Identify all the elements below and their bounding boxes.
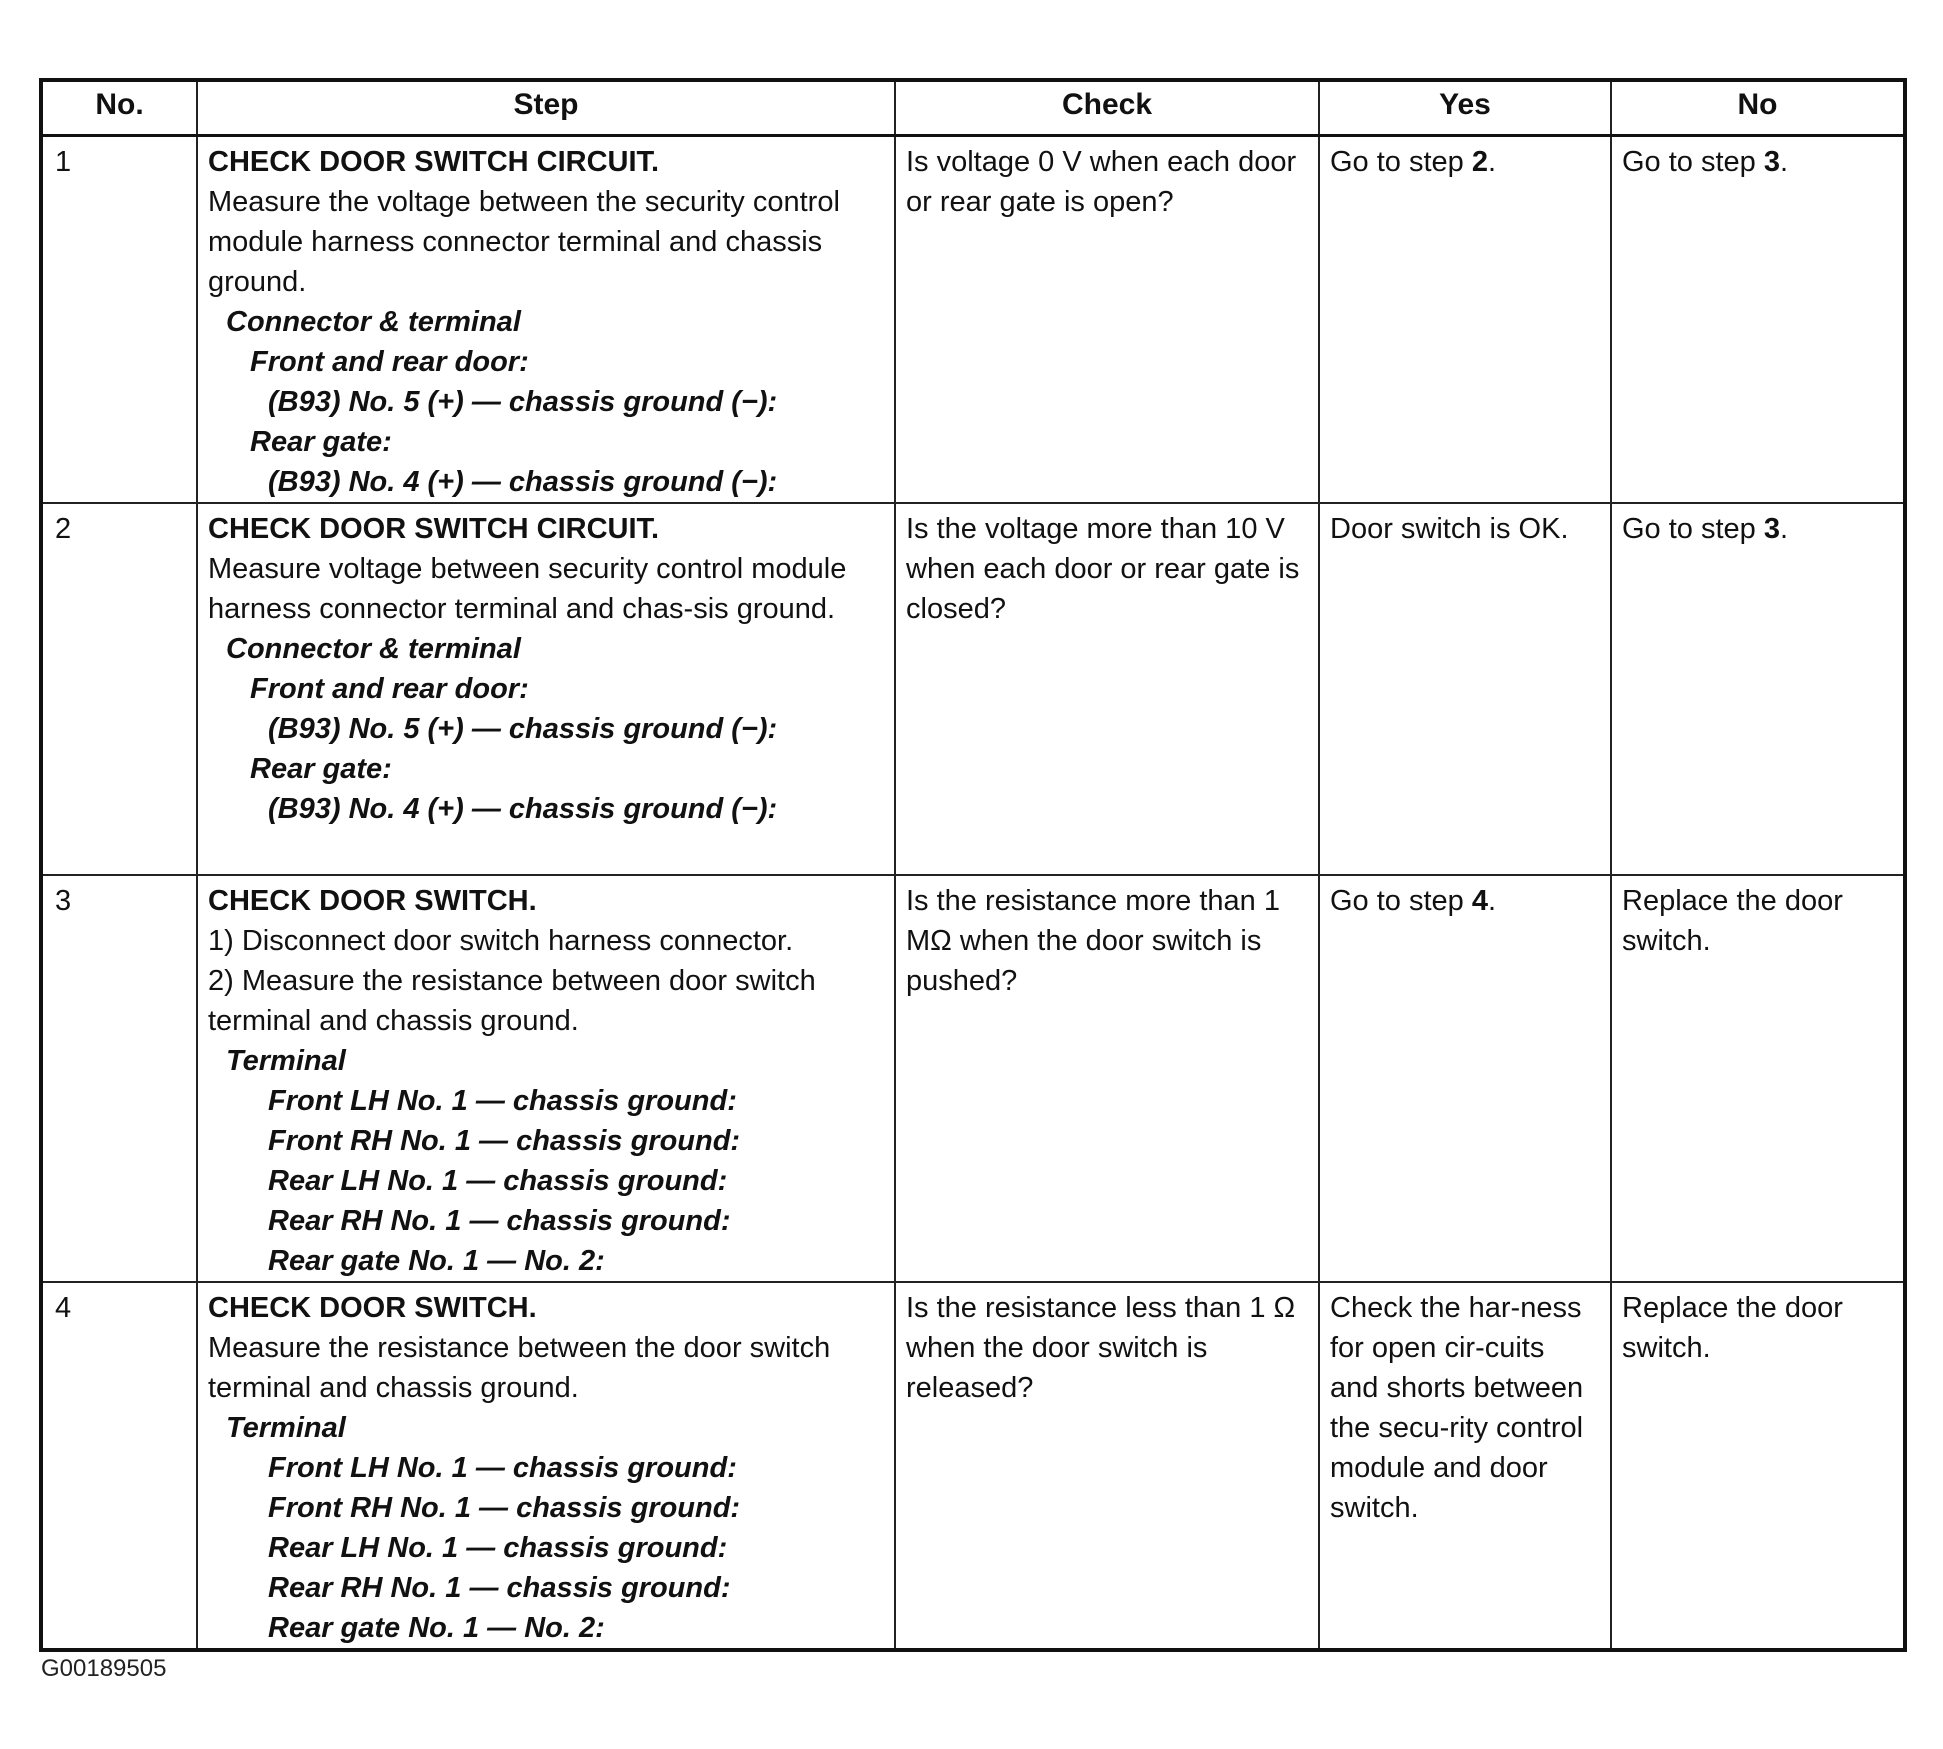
spec-terminal: Rear RH No. 1 — chassis ground:: [268, 1572, 731, 1604]
check-cell: Is the voltage more than 10 V when each door or rear gate is closed?: [895, 503, 1319, 875]
yes-suffix: .: [1488, 885, 1497, 917]
header-no: No.: [41, 80, 197, 136]
yes-cell: [1319, 136, 1611, 504]
figure-id: G00189505: [41, 1655, 167, 1682]
spec-terminal: Rear gate No. 1 — No. 2:: [268, 1612, 605, 1644]
yes-cell: [1319, 875, 1611, 1282]
header-step: Step: [197, 80, 895, 136]
step-title: CHECK DOOR SWITCH CIRCUIT.: [208, 513, 660, 545]
spec-terminal: Front RH No. 1 — chassis ground:: [268, 1492, 741, 1524]
step-cell: [197, 503, 895, 875]
step-title: CHECK DOOR SWITCH CIRCUIT.: [208, 146, 660, 178]
no-step-ref: 3: [1763, 146, 1780, 178]
no-text: Go to step: [1622, 146, 1764, 178]
header-yes: Yes: [1319, 80, 1611, 136]
no-cell: Replace the door switch.: [1611, 1282, 1905, 1650]
spec-terminal: (B93) No. 4 (+) — chassis ground (−):: [268, 466, 778, 498]
table-row: [41, 503, 1905, 875]
spec-terminal: (B93) No. 5 (+) — chassis ground (−):: [268, 386, 778, 418]
spec-terminal: Rear gate No. 1 — No. 2:: [268, 1245, 605, 1277]
step-substep: 2) Measure the resistance between door switch terminal and chassis ground.: [208, 965, 816, 1037]
spec-terminal: Front RH No. 1 — chassis ground:: [268, 1125, 741, 1157]
spec-terminal: Front LH No. 1 — chassis ground:: [268, 1452, 737, 1484]
no-cell: Replace the door switch.: [1611, 875, 1905, 1282]
table-row: [41, 1282, 1905, 1650]
yes-cell: Check the har-ness for open cir-cuits and shorts between the secu-rity control module and door switch.: [1319, 1282, 1611, 1650]
check-cell: Is the resistance less than 1 Ω when the door switch is released?: [895, 1282, 1319, 1650]
step-substep: 1) Disconnect door switch harness connector.: [208, 925, 794, 957]
yes-cell: Door switch is OK.: [1319, 503, 1611, 875]
step-number: 3: [41, 875, 197, 1282]
step-number: 2: [41, 503, 197, 875]
spec-heading: Connector & terminal: [226, 306, 521, 338]
step-number: 4: [41, 1282, 197, 1650]
spec-heading: Connector & terminal: [226, 633, 521, 665]
header-check: Check: [895, 80, 1319, 136]
no-cell: [1611, 136, 1905, 504]
no-step-ref: 3: [1763, 513, 1780, 545]
spec-terminal: Rear LH No. 1 — chassis ground:: [268, 1532, 728, 1564]
yes-step-ref: 2: [1471, 146, 1488, 178]
diagnostic-table: [39, 78, 1907, 1652]
check-cell: Is voltage 0 V when each door or rear gate is open?: [895, 136, 1319, 504]
spec-group: Rear gate:: [250, 426, 392, 458]
step-body: Measure the resistance between the door switch terminal and chassis ground.: [208, 1332, 831, 1404]
step-body: Measure the voltage between the security control module harness connector terminal and chassis ground.: [208, 186, 840, 298]
step-cell: [197, 875, 895, 1282]
no-suffix: .: [1780, 146, 1789, 178]
step-title: CHECK DOOR SWITCH.: [208, 885, 537, 917]
table-row: [41, 875, 1905, 1282]
spec-terminal: (B93) No. 4 (+) — chassis ground (−):: [268, 793, 778, 825]
spec-terminal: Rear RH No. 1 — chassis ground:: [268, 1205, 731, 1237]
header-no-result: No: [1611, 80, 1905, 136]
yes-suffix: .: [1488, 146, 1497, 178]
no-cell: [1611, 503, 1905, 875]
step-cell: [197, 136, 895, 504]
spec-terminal: (B93) No. 5 (+) — chassis ground (−):: [268, 713, 778, 745]
header-row: [41, 80, 1905, 136]
spec-group: Front and rear door:: [250, 673, 529, 705]
yes-text: Go to step: [1330, 146, 1472, 178]
spec-group: Front and rear door:: [250, 346, 529, 378]
table-row: [41, 136, 1905, 504]
check-cell: Is the resistance more than 1 MΩ when the door switch is pushed?: [895, 875, 1319, 1282]
spec-terminal: Rear LH No. 1 — chassis ground:: [268, 1165, 728, 1197]
spec-heading: Terminal: [226, 1412, 346, 1444]
spec-terminal: Front LH No. 1 — chassis ground:: [268, 1085, 737, 1117]
no-text: Go to step: [1622, 513, 1764, 545]
step-number: 1: [41, 136, 197, 504]
no-suffix: .: [1780, 513, 1789, 545]
step-cell: [197, 1282, 895, 1650]
spec-group: Rear gate:: [250, 753, 392, 785]
yes-text: Go to step: [1330, 885, 1472, 917]
step-title: CHECK DOOR SWITCH.: [208, 1292, 537, 1324]
yes-step-ref: 4: [1471, 885, 1488, 917]
spec-heading: Terminal: [226, 1045, 346, 1077]
step-body: Measure voltage between security control module harness connector terminal and chas-sis ground.: [208, 553, 847, 625]
